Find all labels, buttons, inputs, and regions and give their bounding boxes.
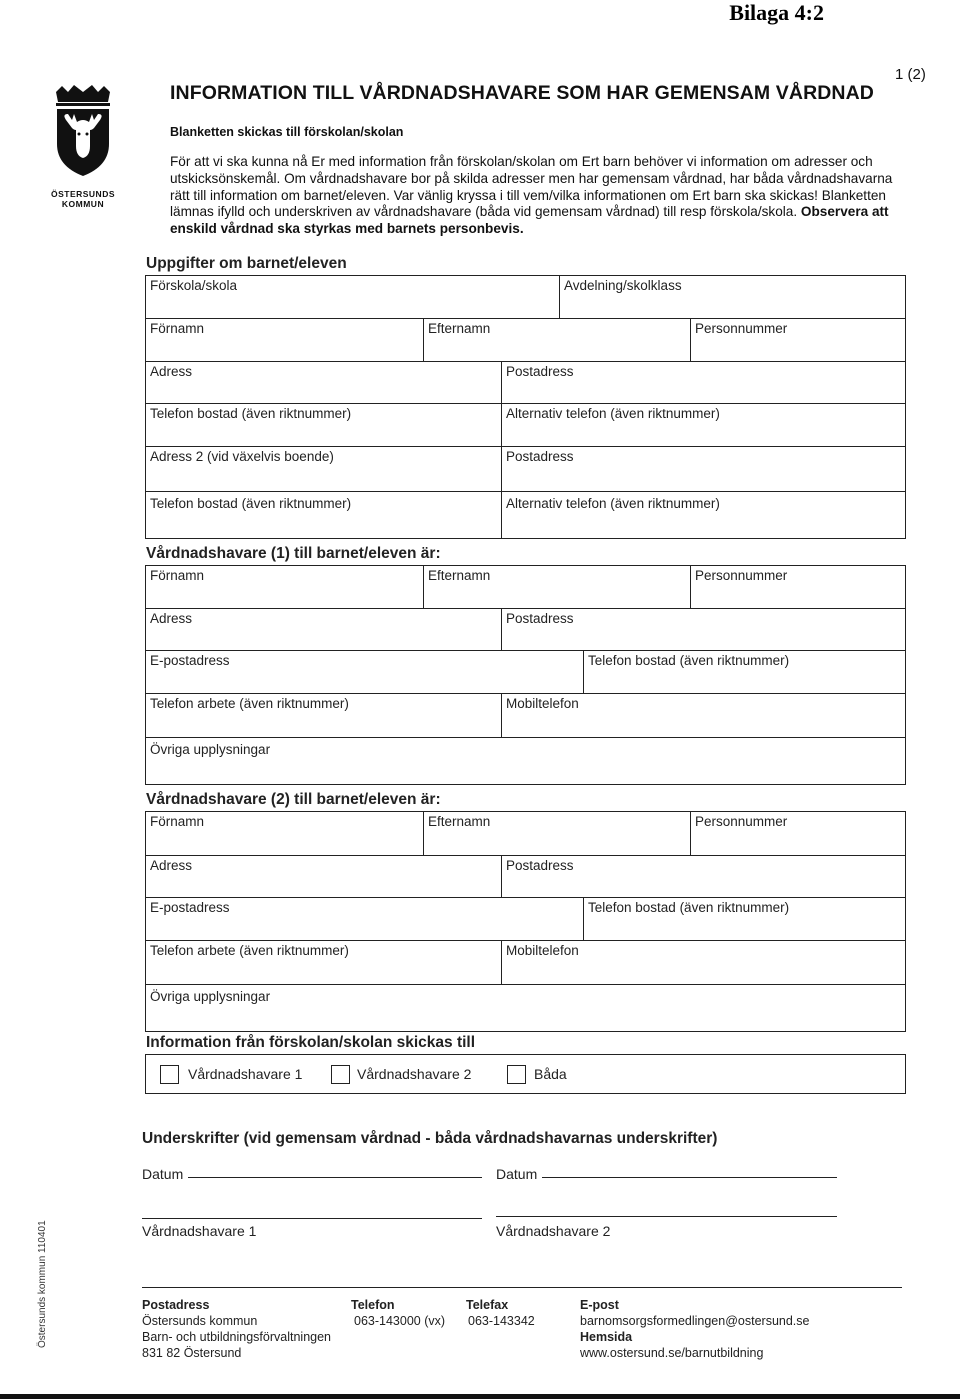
- child-address-field[interactable]: [146, 361, 502, 404]
- signature1-label: Vårdnadshavare 1: [142, 1223, 257, 1239]
- g1-last-name-field[interactable]: [423, 566, 691, 609]
- class-field[interactable]: [559, 276, 906, 319]
- footer-phone-value: 063-143000 (vx): [354, 1314, 446, 1328]
- personal-number-label: Personnummer: [695, 321, 788, 336]
- child-section-title: Uppgifter om barnet/eleven: [146, 255, 347, 272]
- g2-personal-number-field[interactable]: [690, 812, 906, 856]
- footer-postal: [142, 1297, 331, 1361]
- footer-divider: [142, 1287, 902, 1288]
- alt-phone2-label: Alternativ telefon (även riktnummer): [506, 496, 720, 511]
- guardian2-checkbox-label: Vårdnadshavare 2: [357, 1066, 472, 1082]
- child-postal-address2-field[interactable]: [501, 446, 906, 492]
- intro-text: [170, 154, 895, 238]
- footer-contact: [580, 1297, 809, 1361]
- footer-fax-value: 063-143342: [468, 1314, 535, 1328]
- mobile-label: Mobiltelefon: [506, 696, 579, 711]
- intro-text-emphasis: Observera att enskild vårdnad ska styrkas med barnets personbevis.: [170, 204, 889, 237]
- footer-phone-heading: Telefon: [351, 1298, 395, 1312]
- g1-other-info-field[interactable]: [146, 737, 906, 785]
- last-name-label: Efternamn: [428, 814, 491, 829]
- footer-postal-heading: Postadress: [142, 1298, 210, 1312]
- date1-label: Datum: [142, 1166, 184, 1182]
- last-name-label: Efternamn: [428, 568, 491, 583]
- footer-email-heading: E-post: [580, 1298, 619, 1312]
- g1-postal-address-field[interactable]: [501, 608, 906, 651]
- footer-postal-line2: Barn- och utbildningsförvaltningen: [142, 1330, 332, 1344]
- email-label: E-postadress: [150, 653, 230, 668]
- g1-email-field[interactable]: [146, 650, 584, 694]
- g2-other-info-field[interactable]: [146, 984, 906, 1032]
- postal-address-label: Postadress: [506, 858, 574, 873]
- guardian1-checkbox[interactable]: [160, 1065, 179, 1084]
- g1-mobile-field[interactable]: [501, 693, 906, 738]
- child-personal-number-field[interactable]: [690, 318, 906, 362]
- home-phone-label: Telefon bostad (även riktnummer): [588, 653, 790, 668]
- g2-last-name-field[interactable]: [423, 812, 691, 856]
- g1-home-phone-field[interactable]: [583, 650, 906, 694]
- other-info-label: Övriga upplysningar: [150, 989, 271, 1004]
- footer-postal-line3: 831 82 Östersund: [142, 1346, 242, 1360]
- signature2-line[interactable]: [496, 1216, 837, 1217]
- footer-web-heading: Hemsida: [580, 1330, 633, 1344]
- footer-email-value[interactable]: barnomsorgsformedlingen@ostersund.se: [580, 1314, 810, 1328]
- logo-text-line1: ÖSTERSUNDS: [50, 189, 116, 199]
- postal-address-label: Postadress: [506, 364, 574, 379]
- home-phone-label: Telefon bostad (även riktnummer): [150, 406, 352, 421]
- school-label: Förskola/skola: [150, 278, 238, 293]
- signature1-line[interactable]: [142, 1218, 482, 1219]
- address-label: Adress: [150, 611, 193, 626]
- guardian1-checkbox-label: Vårdnadshavare 1: [188, 1066, 303, 1082]
- logo-text-line2: KOMMUN: [61, 199, 105, 209]
- other-info-label: Övriga upplysningar: [150, 742, 271, 757]
- footer-fax: [466, 1297, 535, 1329]
- child-home-phone2-field[interactable]: [146, 491, 502, 539]
- vertical-form-code: Östersunds kommun 110401: [37, 1220, 48, 1348]
- address-label: Adress: [150, 364, 193, 379]
- footer-web-value[interactable]: www.ostersund.se/barnutbildning: [580, 1346, 764, 1360]
- child-postal-address-field[interactable]: [501, 361, 906, 404]
- both-checkbox[interactable]: [507, 1065, 526, 1084]
- child-alt-phone2-field[interactable]: [501, 491, 906, 539]
- g2-home-phone-field[interactable]: [583, 897, 906, 941]
- attachment-label: Bilaga 4:2: [729, 0, 824, 25]
- signature2-label: Vårdnadshavare 2: [496, 1223, 611, 1239]
- guardian1-grid: [145, 565, 906, 785]
- g2-address-field[interactable]: [146, 855, 502, 898]
- form-subtitle: Blanketten skickas till förskolan/skolan: [170, 125, 404, 139]
- personal-number-label: Personnummer: [695, 568, 788, 583]
- g2-mobile-field[interactable]: [501, 940, 906, 985]
- home-phone2-label: Telefon bostad (även riktnummer): [150, 496, 352, 511]
- home-phone-label: Telefon bostad (även riktnummer): [588, 900, 790, 915]
- personal-number-label: Personnummer: [695, 814, 788, 829]
- moose-crest-icon: [50, 84, 116, 184]
- send-to-box: [145, 1054, 906, 1094]
- alt-phone-label: Alternativ telefon (även riktnummer): [506, 406, 720, 421]
- address-label: Adress: [150, 858, 193, 873]
- class-label: Avdelning/skolklass: [564, 278, 682, 293]
- municipality-logo: [50, 84, 116, 209]
- postal-address-label: Postadress: [506, 611, 574, 626]
- guardian1-section-title: Vårdnadshavare (1) till barnet/eleven är:: [146, 545, 441, 562]
- child-address2-field[interactable]: [146, 446, 502, 492]
- send-to-section-title: Information från förskolan/skolan skickas till: [146, 1034, 476, 1051]
- form-title: INFORMATION TILL VÅRDNADSHAVARE SOM HAR GEMENSAM VÅRDNAD: [170, 82, 874, 104]
- postal-address2-label: Postadress: [506, 449, 574, 464]
- page-number: 1 (2): [895, 66, 926, 83]
- child-info-grid: [145, 275, 906, 539]
- footer-fax-heading: Telefax: [466, 1298, 509, 1312]
- guardian2-section-title: Vårdnadshavare (2) till barnet/eleven är:: [146, 791, 441, 808]
- work-phone-label: Telefon arbete (även riktnummer): [150, 943, 349, 958]
- both-checkbox-label: Båda: [534, 1066, 567, 1082]
- first-name-label: Förnamn: [150, 814, 205, 829]
- address2-label: Adress 2 (vid växelvis boende): [150, 449, 334, 464]
- child-first-name-field[interactable]: [146, 318, 424, 362]
- work-phone-label: Telefon arbete (även riktnummer): [150, 696, 349, 711]
- g1-address-field[interactable]: [146, 608, 502, 651]
- date1-line[interactable]: [188, 1177, 482, 1178]
- g1-personal-number-field[interactable]: [690, 566, 906, 609]
- g2-first-name-field[interactable]: [146, 812, 424, 856]
- signatures-title: Underskrifter (vid gemensam vårdnad - båda vårdnadshavarnas underskrifter): [142, 1130, 718, 1147]
- g1-work-phone-field[interactable]: [146, 693, 502, 738]
- g2-postal-address-field[interactable]: [501, 855, 906, 898]
- g2-email-field[interactable]: [146, 897, 584, 941]
- email-label: E-postadress: [150, 900, 230, 915]
- child-last-name-field[interactable]: [423, 318, 691, 362]
- g2-work-phone-field[interactable]: [146, 940, 502, 985]
- last-name-label: Efternamn: [428, 321, 491, 336]
- guardian2-checkbox[interactable]: [331, 1065, 350, 1084]
- guardian2-grid: [145, 811, 906, 1032]
- child-alt-phone-field[interactable]: [501, 403, 906, 447]
- intro-text-part1: För att vi ska kunna nå Er med information från förskolan/skolan om Ert barn behöver vi information om adresser och utskicksönskemål. Om vårdnadshavare bor på skilda adresser men har gemensam vårdnad, har båda vårdnadshavarna rätt till information om barnet/eleven. Var vänlig kryssa i till vem/vilka informationen om Ert barn ska skickas! Blanketten lämnas ifylld och underskriven av vårdnadshavare (båda vid gemensam vårdnad) till resp förskola/skola.: [170, 154, 893, 220]
- bottom-edge-bar: [0, 1394, 960, 1399]
- child-home-phone-field[interactable]: [146, 403, 502, 447]
- date2-label: Datum: [496, 1166, 538, 1182]
- mobile-label: Mobiltelefon: [506, 943, 579, 958]
- date2-line[interactable]: [542, 1177, 837, 1178]
- g1-first-name-field[interactable]: [146, 566, 424, 609]
- school-field[interactable]: [146, 276, 560, 319]
- footer-postal-line1: Östersunds kommun: [142, 1314, 258, 1328]
- first-name-label: Förnamn: [150, 321, 205, 336]
- footer-phone: [351, 1297, 445, 1329]
- first-name-label: Förnamn: [150, 568, 205, 583]
